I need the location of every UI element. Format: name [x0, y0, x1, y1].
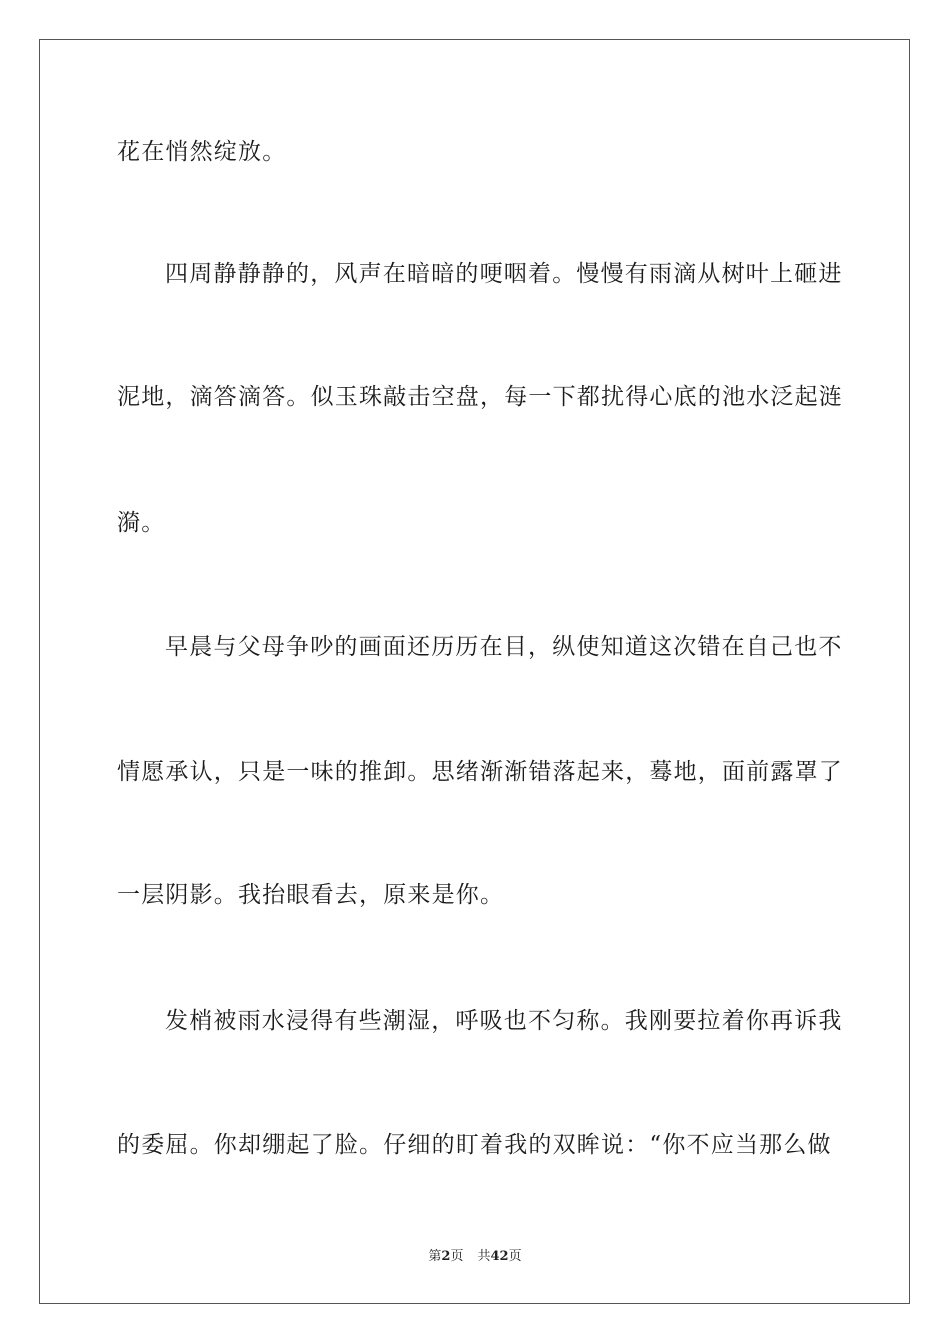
text-line-4: 漪。	[117, 510, 166, 536]
text-line-3: 泥地，滴答滴答。似玉珠敲击空盘，每一下都扰得心底的池水泛起涟	[117, 384, 843, 410]
text-line-2: 四周静静静的，风声在暗暗的哽咽着。慢慢有雨滴从树叶上砸进	[165, 261, 843, 287]
total-pages: 42	[490, 1249, 509, 1264]
page-prefix: 第	[428, 1249, 442, 1264]
page-suffix: 页	[450, 1249, 464, 1264]
total-suffix: 页	[508, 1249, 522, 1264]
text-line-6: 情愿承认，只是一味的推卸。思绪渐渐错落起来，蓦地，面前露罩了	[117, 759, 843, 785]
text-line-1: 花在悄然绽放。	[117, 139, 287, 165]
page-footer	[0, 1248, 950, 1266]
text-line-8: 发梢被雨水浸得有些潮湿，呼吸也不匀称。我刚要拉着你再诉我	[165, 1008, 843, 1034]
page-number: 2	[441, 1249, 451, 1264]
total-prefix: 共	[477, 1249, 491, 1264]
page-border	[39, 39, 910, 1304]
text-line-7: 一层阴影。我抬眼看去，原来是你。	[117, 882, 505, 908]
text-line-5: 早晨与父母争吵的画面还历历在目，纵使知道这次错在自己也不	[165, 634, 843, 660]
text-line-9: 的委屈。你却绷起了脸。仔细的盯着我的双眸说：“你不应当那么做	[117, 1132, 832, 1158]
